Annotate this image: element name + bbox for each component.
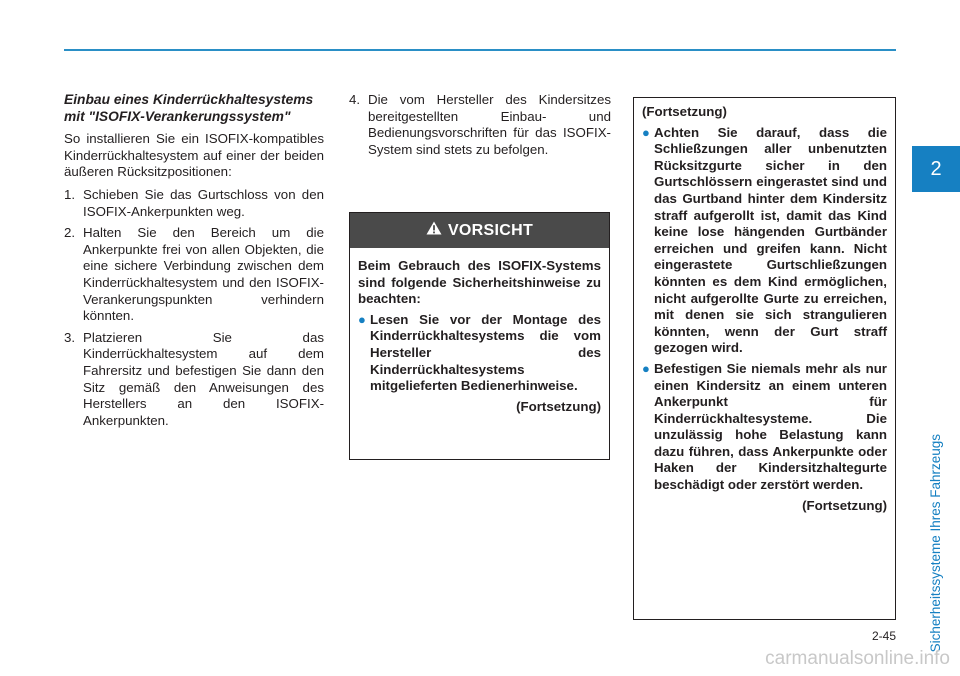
continuation-box	[633, 97, 896, 620]
step-text: Platzieren Sie das Kinderrückhaltesystem auf dem Fahrersitz und befestigen Sie dann den Sitz gemäß den Anweisungen des Herstellers an den ISOFIX-Ankerpunkten.	[83, 329, 324, 428]
step-item	[64, 187, 324, 220]
watermark: carmanualsonline.info	[765, 648, 950, 669]
step-number: 1.	[64, 186, 76, 202]
caution-header	[350, 213, 609, 248]
step-number: 4.	[349, 92, 361, 107]
left-column	[64, 92, 324, 434]
continuation-bullet-text: Befestigen Sie niemals mehr als nur einen Kindersitz an einem unteren Ankerpunkt für Kinderrückhaltesysteme. Die unzulässig hohe Belastung kann dazu führen, dass Ankerpunkte oder Haken der Kindersitzhaltegurte beschädigt oder zerstört werden.	[654, 360, 887, 493]
chapter-number: 2	[930, 157, 942, 180]
warning-triangle-icon	[426, 221, 442, 240]
continuation-bullet	[642, 361, 887, 494]
bullet-dot-icon: ●	[358, 311, 366, 327]
section-intro: So installieren Sie ein ISOFIX-kompatibles Kinderrückhaltesystem auf einer der beiden äußeren Rücksitzpositionen:	[64, 131, 324, 180]
continuation-continued: (Fortsetzung)	[802, 497, 887, 513]
header-rule	[64, 49, 896, 51]
caution-body	[350, 248, 609, 415]
step-number: 3.	[64, 329, 76, 345]
caution-box	[349, 212, 610, 460]
middle-column	[349, 92, 611, 158]
step-text: Halten Sie den Bereich um die Ankerpunkte frei von allen Objekten, die eine sichere Verbindung zwischen dem Kinderrückhaltesystem und den ISOFIX-Verankerungspunkten verhindern könnten.	[83, 225, 324, 324]
caution-bullet	[358, 312, 601, 395]
chapter-number-tab	[912, 146, 960, 192]
step-item	[64, 330, 324, 430]
installation-steps	[64, 187, 324, 429]
caution-intro: Beim Gebrauch des ISOFIX-Systems sind folgende Sicherheitshinweise zu beachten:	[358, 258, 601, 307]
caution-title: VORSICHT	[447, 221, 534, 239]
page-number: 2-45	[871, 629, 896, 643]
caution-continued: (Fortsetzung)	[516, 398, 601, 414]
bullet-dot-icon: ●	[642, 360, 650, 376]
step-item	[349, 92, 611, 158]
step-number: 2.	[64, 225, 76, 241]
continuation-bullet	[642, 125, 887, 357]
continuation-bullet-text: Achten Sie darauf, dass die Schließzungen aller unbenutzten Rücksitzgurte sicher in den Gurtschlössern eingerastet sind und das Gurtband hinter dem Kindersitz straff aufgerollt ist, damit das Kind keine lose hängenden Gurtbänder erreichen und greifen kann. Nicht eingerastete Gurtschließzungen könnten es dem Kind ermöglichen, nicht aufgerollte Gurte zu erreichen, mit denen sie sich strangulieren könnten, wenn der Gurt straff gezogen wird.	[654, 124, 887, 356]
step-item	[64, 225, 324, 325]
step-text: Die vom Hersteller des Kindersitzes bereitgestellten Einbau- und Bedienungsvorschriften für das ISOFIX-System sind stets zu befolgen.	[368, 92, 611, 157]
section-heading: Einbau eines Kinderrückhaltesystems mit "ISOFIX-Verankerungssystem"	[64, 92, 314, 124]
continuation-title: (Fortsetzung)	[642, 104, 727, 119]
bullet-dot-icon: ●	[642, 124, 650, 140]
step-text: Schieben Sie das Gurtschloss von den ISOFIX-Ankerpunkten weg.	[83, 186, 324, 219]
caution-bullet-text: Lesen Sie vor der Montage des Kinderrückhaltesystems die vom Hersteller des Kinderrückhaltesystems mitgelieferten Bedienerhinweise.	[370, 311, 601, 394]
chapter-title: Sicherheitssysteme Ihres Fahrzeugs	[928, 434, 943, 653]
